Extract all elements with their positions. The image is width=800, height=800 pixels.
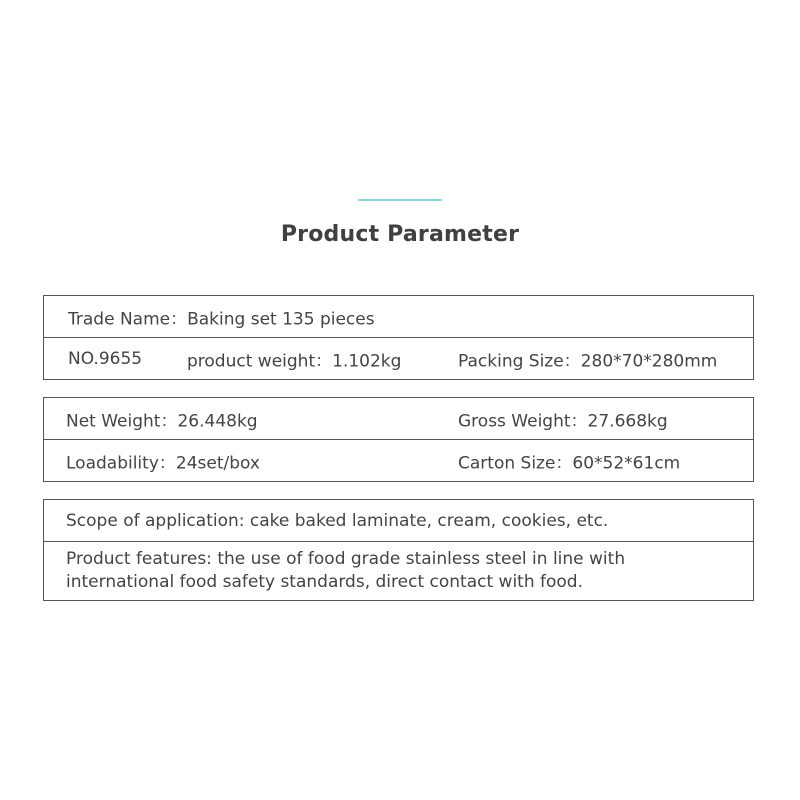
packing-size-text: Packing Size：280*70*280mm [458,351,718,371]
description-table [43,499,754,601]
title-accent-line [358,199,442,201]
table-row [44,296,753,338]
shipping-info-table [43,397,754,482]
table-row [44,542,753,600]
model-number-text: NO.9655 [68,348,143,369]
table-row [44,500,753,542]
loadability-text: Loadability：24set/box [66,453,260,473]
net-weight-text: Net Weight：26.448kg [66,411,258,431]
trade-name-text: Trade Name：Baking set 135 pieces [68,309,375,329]
table-row [44,398,753,440]
gross-weight-text: Gross Weight：27.668kg [458,411,668,431]
scope-of-application-text: Scope of application: cake baked laminate, cream, cookies, etc. [66,510,609,531]
product-info-table [43,295,754,380]
page-title: Product Parameter [280,222,520,247]
table-row [44,440,753,481]
product-features-text: Product features: the use of food grade stainless steel in line with international food safety standards, direct contact with food. [66,549,626,592]
table-row [44,338,753,379]
carton-size-text: Carton Size：60*52*61cm [458,453,681,473]
product-weight-text: product weight：1.102kg [187,351,402,371]
